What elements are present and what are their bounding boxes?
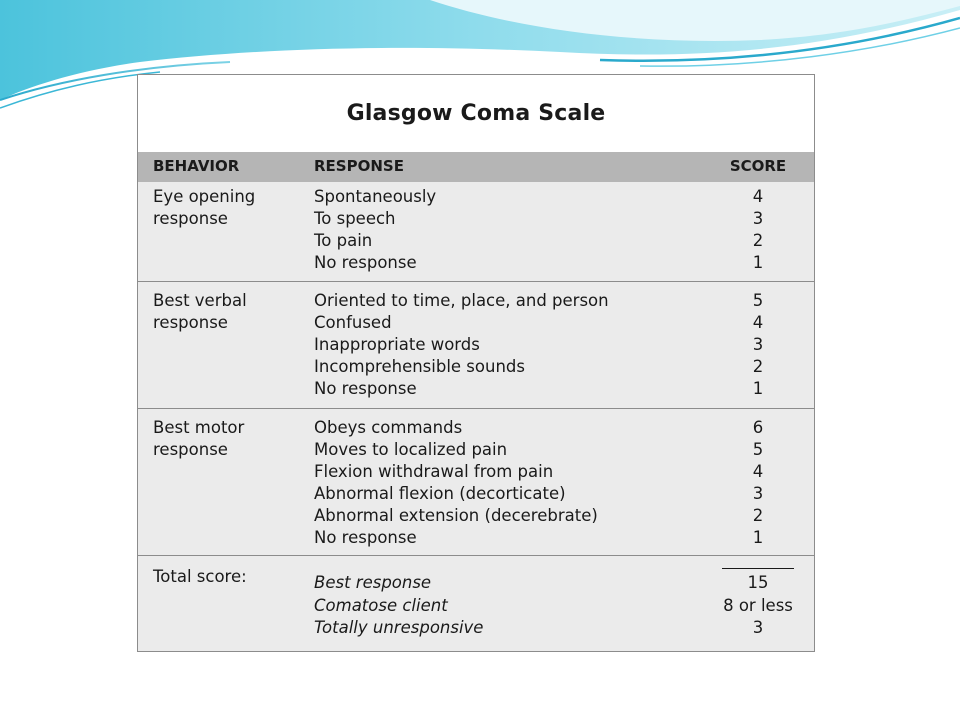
table-row: Obeys commands 6	[314, 418, 764, 437]
table-row: Abnormal flexion (decorticate) 3	[314, 484, 764, 503]
table-row: To speech 3	[314, 209, 764, 228]
total-score-label: Total score:	[153, 567, 247, 586]
group-best-verbal	[138, 282, 814, 409]
glasgow-coma-scale-table	[137, 74, 815, 652]
table-row: Best response 15	[314, 573, 769, 592]
table-row: Inappropriate words 3	[314, 335, 764, 354]
table-row: To pain 2	[314, 231, 764, 250]
header-response: RESPONSE	[314, 157, 404, 175]
behavior-label: Best verbal response	[153, 291, 247, 332]
table-row: No response 1	[314, 253, 764, 272]
table-title: Glasgow Coma Scale	[138, 75, 814, 152]
table-row: No response 1	[314, 379, 764, 398]
header-behavior: BEHAVIOR	[153, 157, 240, 175]
group-eye-opening	[138, 182, 814, 282]
behavior-label: Best motor response	[153, 418, 245, 459]
table-row: Incomprehensible sounds 2	[314, 357, 764, 376]
behavior-label: Eye opening response	[153, 187, 256, 228]
header-score: SCORE	[729, 157, 787, 175]
table-row: Confused 4	[314, 313, 764, 332]
table-row: Oriented to time, place, and person 5	[314, 291, 764, 310]
table-row: Moves to localized pain 5	[314, 440, 764, 459]
table-header-row	[138, 152, 814, 182]
group-total-score	[138, 556, 814, 651]
table-row: Abnormal extension (decerebrate) 2	[314, 506, 764, 525]
total-score-rule	[722, 568, 794, 569]
group-best-motor	[138, 409, 814, 556]
table-row: No response 1	[314, 528, 764, 547]
table-row: Flexion withdrawal from pain 4	[314, 462, 764, 481]
table-row: Totally unresponsive 3	[314, 618, 764, 637]
table-row: Spontaneously 4	[314, 187, 764, 206]
table-row: Comatose client 8 or less	[314, 596, 793, 615]
